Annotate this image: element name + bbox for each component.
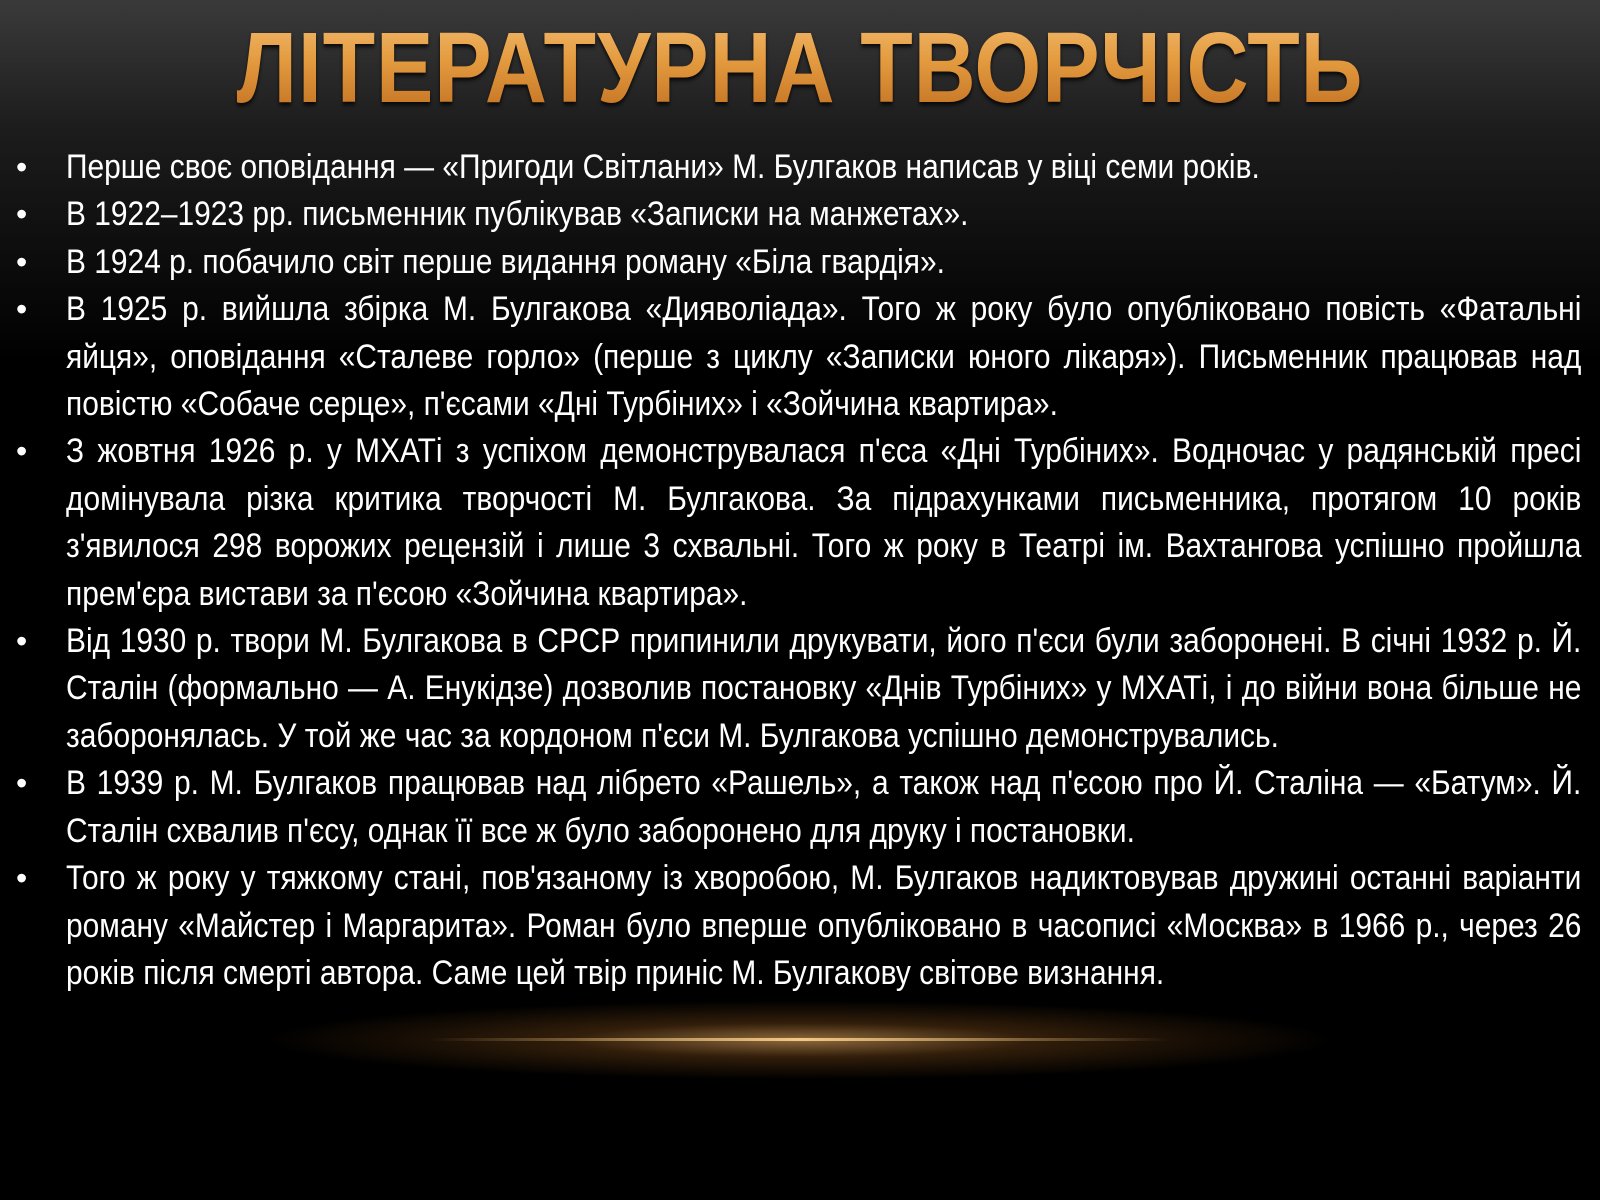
- decorative-glow-line: [430, 1038, 1170, 1041]
- bullet-text: В 1922–1923 рр. письменник публікував «Записки на манжетах».: [66, 195, 969, 234]
- bullet-text: Перше своє оповідання — «Пригоди Світлани» М. Булгаков написав у віці семи років.: [66, 148, 1260, 186]
- bullet-text: В 1924 р. побачило світ перше видання роману «Біла гвардія».: [66, 242, 945, 281]
- bullet-text: З жовтня 1926 р. у МХАТі з успіхом демонструвалася п'єса «Дні Турбіних». Водночас у радянській пресі домінувала різка критика творчості М. Булгакова. За підрахунками письменника, протягом 10 років з'явилося 298 ворожих рецензій і лише 3 схвальні. Того ж року в Театрі ім. Вахтангова успішно пройшла прем'єра вистави за п'єсою «Зойчина квартира».: [66, 432, 1582, 613]
- bullet-item: [16, 191, 1584, 238]
- bullet-text: Від 1930 р. твори М. Булгакова в СРСР припинили друкувати, його п'єси були заборонені. В січні 1932 р. Й. Сталін (формально — А. Енукідзе) дозволив постановку «Днів Турбіних» у МХАТі, і до війни вона більше не заборонялась. У той же час за кордоном п'єси М. Булгакова успішно демонструвались.: [66, 622, 1582, 755]
- bullet-icon: •: [16, 291, 28, 328]
- bullet-text: Того ж року у тяжкому стані, пов'язаному із хворобою, М. Булгаков надиктовував дружині останні варіанти роману «Майстер і Маргарита». Роман було вперше опубліковано в часописі «Москва» в 1966 р., через 26 років після смерті автора. Саме цей твір приніс М. Булгакову світове визнання.: [66, 859, 1582, 992]
- bullet-item: [16, 286, 1584, 428]
- bullet-icon: •: [16, 149, 28, 185]
- bullet-icon: •: [16, 433, 28, 470]
- bullet-item: [16, 855, 1584, 997]
- slide-title: ЛІТЕРАТУРНА ТВОРЧІСТЬ: [112, 4, 1488, 132]
- bullet-list: [16, 144, 1584, 997]
- bullet-item: [16, 428, 1584, 618]
- bullet-text: В 1925 р. вийшла збірка М. Булгакова «Дияволіада». Того ж року було опубліковано повість «Фатальні яйця», оповідання «Сталеве горло» (перше з циклу «Записки юного лікаря»). Письменник працював над повістю «Собаче серце», п'єсами «Дні Турбіних» і «Зойчина квартира».: [66, 290, 1582, 424]
- bullet-icon: •: [16, 196, 28, 233]
- bullet-icon: •: [16, 860, 28, 897]
- bullet-item: [16, 618, 1584, 760]
- bullet-item: [16, 760, 1584, 855]
- bullet-text: В 1939 р. М. Булгаков працював над лібрето «Рашель», а також над п'єсою про Й. Сталіна — «Батум». Й. Сталін схвалив п'єсу, однак її все ж було заборонено для друку і постановки.: [66, 764, 1582, 850]
- bullet-item: [16, 144, 1584, 191]
- bullet-icon: •: [16, 765, 28, 802]
- bullet-item: [16, 239, 1584, 286]
- bullet-icon: •: [16, 243, 28, 280]
- bullet-icon: •: [16, 623, 28, 660]
